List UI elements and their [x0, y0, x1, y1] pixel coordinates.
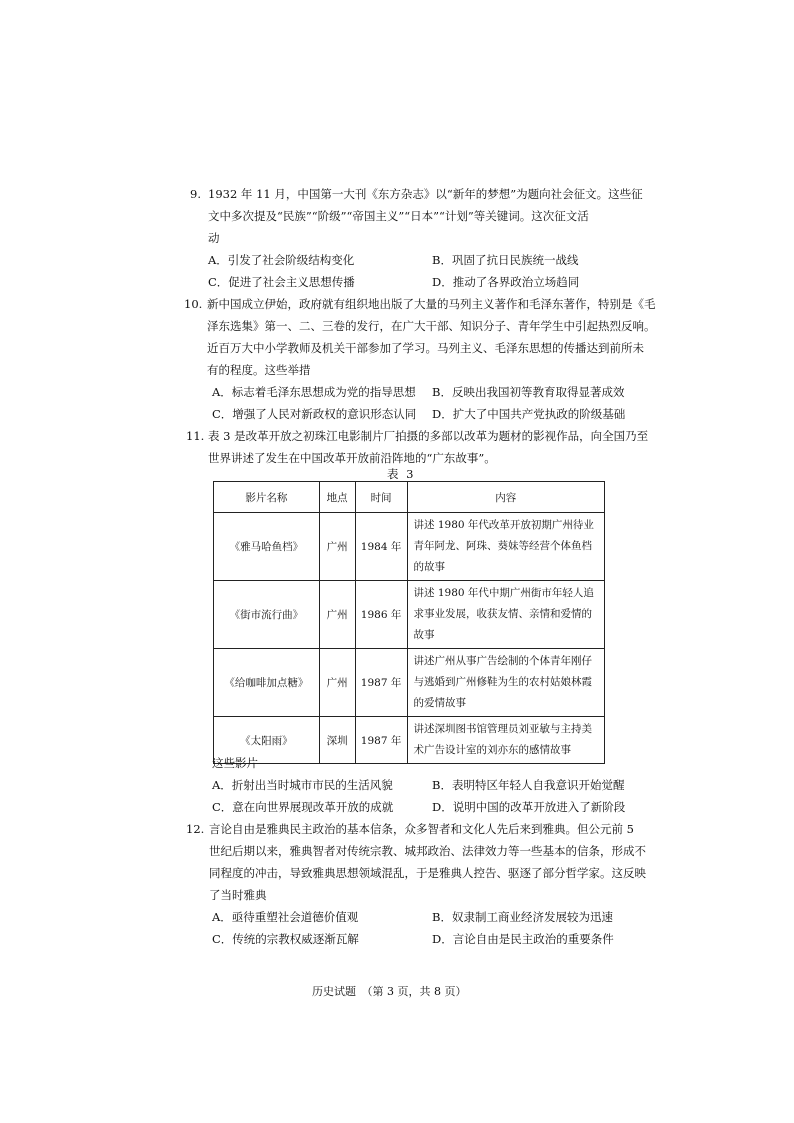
content-line: 讲述 1980 年代改革开放初期广州待业: [413, 519, 594, 531]
film-year-cell: 1986 年: [355, 581, 407, 649]
film-year-cell: 1984 年: [355, 513, 407, 581]
content-line: 的故事: [413, 561, 446, 573]
table-row: [214, 717, 605, 764]
question-stem-line: 动: [208, 231, 220, 245]
option-c: C．传统的宗教权威逐渐瓦解: [212, 932, 359, 946]
page-footer: 历史试题 （第 3 页，共 8 页）: [312, 985, 467, 998]
table-header-row: [214, 482, 605, 513]
question-stem-line: 新中国成立伊始，政府就有组织地出版了大量的马列主义著作和毛泽东著作，特别是《毛: [207, 297, 656, 311]
question-number: 9.: [190, 187, 201, 201]
table-caption: 表 3: [387, 467, 416, 481]
column-header: 影片名称: [214, 482, 320, 513]
option-b: B．表明特区年轻人自我意识开始觉醒: [432, 778, 625, 792]
option-b: B．奴隶制工商业经济发展较为迅速: [432, 910, 613, 924]
content-line: 讲述深圳图书馆管理员刘亚敏与主持美: [413, 723, 593, 735]
question-stem-line: 同程度的冲击，导致雅典思想领域混乱，于是雅典人控告、驱逐了部分哲学家。这反映: [209, 866, 646, 880]
option-a: A．标志着毛泽东思想成为党的指导思想: [212, 385, 416, 399]
question-stem-line: 这些影片: [212, 756, 258, 770]
column-header: 时间: [355, 482, 407, 513]
content-line: 故事: [413, 629, 435, 641]
option-b: B．反映出我国初等教育取得显著成效: [432, 385, 625, 399]
content-line: 讲述广州从事广告绘制的个体青年刚仔: [413, 655, 593, 667]
film-place-cell: 广州: [319, 581, 355, 649]
question-number: 10.: [184, 297, 203, 311]
option-c: C．意在向世界展现改革开放的成就: [212, 800, 394, 814]
content-line: 求事业发展，收获友情、亲情和爱情的: [413, 608, 593, 620]
film-place-cell: 深圳: [319, 717, 355, 764]
content-line: 讲述 1980 年代中期广州街市年轻人追: [413, 587, 594, 599]
film-table: [213, 481, 605, 764]
option-a: A．亟待重塑社会道德价值观: [212, 910, 359, 924]
option-a: A．引发了社会阶级结构变化: [208, 253, 355, 267]
film-name-cell: 《雅马哈鱼档》: [214, 513, 320, 581]
option-c: C．促进了社会主义思想传播: [208, 275, 355, 289]
content-line: 术广告设计室的刘亦东的感情故事: [413, 744, 572, 756]
option-c: C．增强了人民对新政权的意识形态认同: [212, 407, 417, 421]
question-stem-line: 文中多次提及“民族”“阶级”“帝国主义”“日本”“计划”等关键词。这次征文活: [208, 209, 589, 223]
table-row: [214, 649, 605, 717]
option-b: B．巩固了抗日民族统一战线: [432, 253, 579, 267]
question-stem-line: 言论自由是雅典民主政治的基本信条，众多智者和文化人先后来到雅典。但公元前 5: [209, 822, 634, 836]
film-content-cell: [407, 581, 604, 649]
film-content-cell: [407, 649, 604, 717]
film-year-cell: 1987 年: [355, 649, 407, 717]
question-stem-line: 近百万大中小学教师及机关干部参加了学习。马列主义、毛泽东思想的传播达到前所未: [207, 341, 644, 355]
film-name-cell: 《给咖啡加点糖》: [214, 649, 320, 717]
film-content-cell: [407, 717, 604, 764]
question-number: 12.: [186, 822, 205, 836]
question-stem-line: 表 3 是改革开放之初珠江电影制片厂拍摄的多部以改革为题材的影视作品，向全国乃至: [208, 429, 649, 443]
table-row: [214, 581, 605, 649]
film-place-cell: 广州: [319, 649, 355, 717]
option-d: D．扩大了中国共产党执政的阶级基础: [432, 407, 626, 421]
option-a: A．折射出当时城市市民的生活风貌: [212, 778, 393, 792]
table-row: [214, 513, 605, 581]
question-stem-line: 世纪后期以来，雅典智者对传统宗教、城邦政治、法律效力等一些基本的信条，形成不: [209, 844, 646, 858]
column-header: 地点: [319, 482, 355, 513]
question-stem-line: 1932 年 11 月，中国第一大刊《东方杂志》以“新年的梦想”为题向社会征文。这些征: [208, 187, 643, 201]
option-d: D．推动了各界政治立场趋同: [432, 275, 580, 289]
content-line: 与逃婚到广州修鞋为生的农村姑娘林霞: [413, 676, 593, 688]
film-name-cell: 《街市流行曲》: [214, 581, 320, 649]
question-number: 11.: [186, 429, 205, 443]
question-stem-line: 有的程度。这些举措: [207, 363, 311, 377]
option-d: D．言论自由是民主政治的重要条件: [432, 932, 614, 946]
film-year-cell: 1987 年: [355, 717, 407, 764]
film-name-cell: 《太阳雨》: [214, 717, 320, 764]
question-stem-line: 泽东选集》第一、二、三卷的发行，在广大干部、知识分子、青年学生中引起热烈反响。: [207, 319, 656, 333]
question-stem-line: 世界讲述了发生在中国改革开放前沿阵地的“广东故事”。: [208, 451, 496, 465]
column-header: 内容: [407, 482, 604, 513]
content-line: 青年阿龙、阿珠、葵妹等经营个体鱼档: [413, 540, 593, 552]
film-content-cell: [407, 513, 604, 581]
question-stem-line: 了当时雅典: [209, 888, 267, 902]
film-place-cell: 广州: [319, 513, 355, 581]
content-line: 的爱情故事: [413, 697, 467, 709]
option-d: D．说明中国的改革开放进入了新阶段: [432, 800, 626, 814]
